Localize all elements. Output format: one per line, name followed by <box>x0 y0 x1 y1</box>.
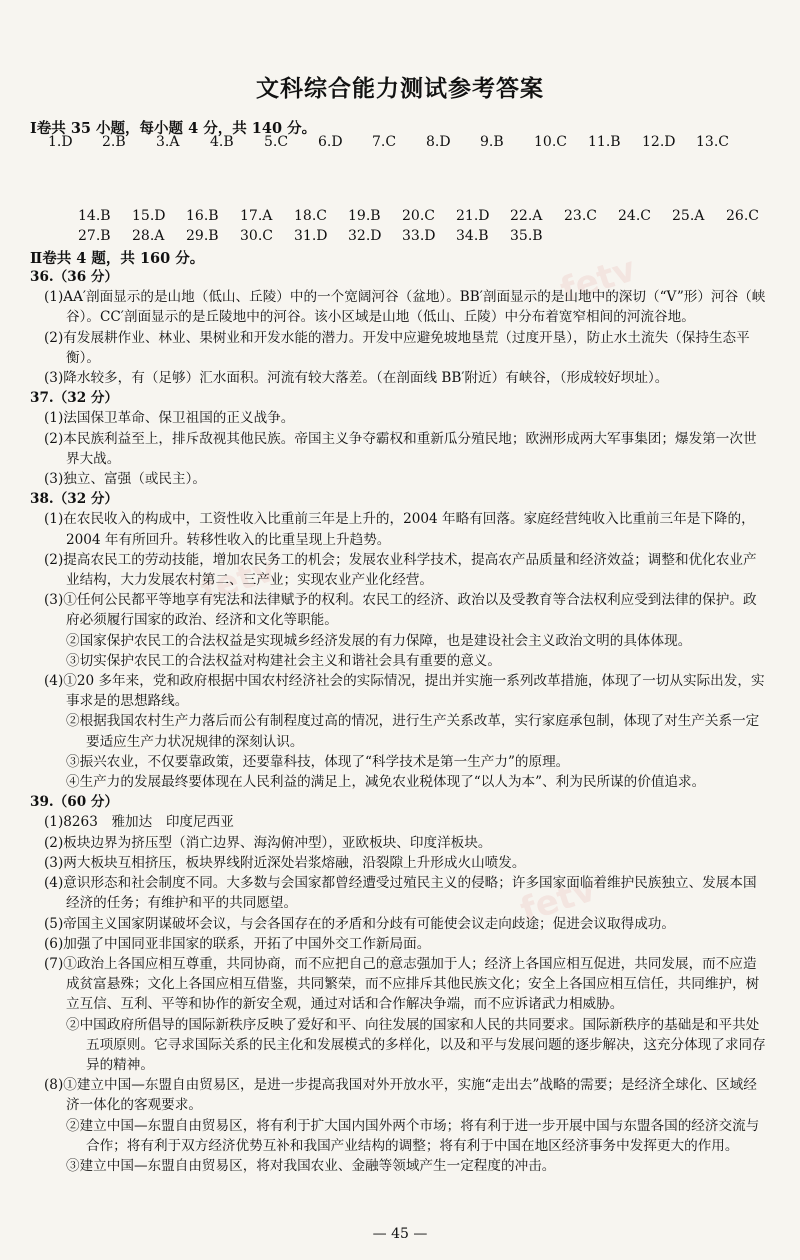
question-38-header: 38.（32 分） <box>30 491 119 508</box>
answer: 10.C <box>534 134 567 150</box>
page-title: 文科综合能力测试参考答案 <box>256 76 544 102</box>
answer: 8.D <box>426 134 451 150</box>
answer: 5.C <box>264 134 289 150</box>
answer-38-4-1: (4)①20 多年来，党和政府根据中国农村经济社会的实际情况，提出并实施一系列改革措施，体现了一切从实际出发，实事求是的思想路线。 <box>44 673 765 710</box>
watermark: fetv <box>195 549 281 611</box>
answer-36-1: (1)AA′剖面显示的是山地（低山、丘陵）中的一个宽阔河谷（盆地）。BB′剖面显示的是山地中的深切（“V”形）河谷（峡谷）。CC′剖面显示的是丘陵地中的河谷。该小区域是山地（低山、丘陵）中分布着宽窄相间的河流谷地。 <box>44 289 766 326</box>
answer-39-7-1: (7)①政治上各国应相互尊重，共同协商，而不应把自己的意志强加于人；经济上各国应相互促进，共同发展，而不应造成贫富悬殊；文化上各国应相互借鉴，共同繁荣，而不应排斥其他民族文化；安全上各国应相互信任，共同维护，树立互信、互利、平等和协作的新安全观，通过对话和合作解决争端，而不应诉诸武力相威胁。 <box>44 955 760 1013</box>
answer-39-7-2: ②中国政府所倡导的国际新秩序反映了爱好和平、向往发展的国家和人民的共同要求。国际新秩序的基础是和平共处五项原则。它寻求国际关系的民主化和发展模式的多样化，以及和平与发展问题的逐步解决，这充分体现了求同存异的精神。 <box>66 1016 766 1073</box>
answer-38-1: (1)在农民收入的构成中，工资性收入比重前三年是上升的，2004 年略有回落。家庭经营纯收入比重前三年是下降的，2004 年有所回升。转移性收入的比重呈现上升趋势。 <box>44 511 755 548</box>
answer: 29.B <box>186 228 219 244</box>
answer: 14.B <box>78 208 111 224</box>
answer-content <box>30 267 770 1176</box>
answer-39-8-3: ③建立中国—东盟自由贸易区，将对我国农业、金融等领域产生一定程度的冲击。 <box>66 1157 556 1174</box>
answer: 24.C <box>618 208 651 224</box>
answer-38-3-2: ②国家保护农民工的合法权益是实现城乡经济发展的有力保障，也是建设社会主义政治文明的具体体现。 <box>66 632 692 649</box>
answer: 12.D <box>642 134 676 150</box>
answer: 20.C <box>402 208 435 224</box>
answer-39-8-1: (8)①建立中国—东盟自由贸易区，是进一步提高我国对外开放水平，实施“走出去”战略的需要；是经济全球化、区域经济一体化的客观要求。 <box>44 1077 757 1114</box>
answer: 13.C <box>696 134 729 150</box>
answer: 2.B <box>102 134 126 150</box>
answer-row-2 <box>78 208 780 224</box>
answer: 34.B <box>456 228 489 244</box>
question-36-header: 36.（36 分） <box>30 269 119 285</box>
answer: 35.B <box>510 228 543 244</box>
answer-36-3: (3)降水较多，有（足够）汇水面积。河流有较大落差。（在剖面线 BB′附近）有峡谷，（形成较好坝址）。 <box>44 370 669 387</box>
answer: 22.A <box>510 208 543 224</box>
question-39-header: 39.（60 分） <box>30 794 119 811</box>
answer: 23.C <box>564 208 597 224</box>
answer: 26.C <box>726 208 759 224</box>
answer: 31.D <box>294 228 328 244</box>
answer: 33.D <box>402 228 436 244</box>
answer-38-3-3: ③切实保护农民工的合法权益对构建社会主义和谐社会具有重要的意义。 <box>66 652 501 669</box>
answer: 18.C <box>294 208 327 224</box>
answer-38-3-1: (3)①任何公民都平等地享有宪法和法律赋予的权利。农民工的经济、政治以及受教育等合法权利应受到法律的保护。政府必须履行国家的政治、经济和文化等职能。 <box>44 592 757 629</box>
answer: 32.D <box>348 228 382 244</box>
question-37-header: 37.（32 分） <box>30 390 119 407</box>
answer-38-4-3: ③振兴农业，不仅要靠政策，还要靠科技，体现了“科学技术是第一生产力”的原理。 <box>66 753 570 770</box>
answer-39-8-2: ②建立中国—东盟自由贸易区，将有利于扩大国内国外两个市场；将有利于进一步开展中国与东盟各国的经济交流与合作；将有利于双方经济优势互补和我国产业结构的调整；将有利于中国在地区经济事务中发挥更大的作用。 <box>66 1117 760 1154</box>
answer: 17.A <box>240 208 273 224</box>
section-2-header: Ⅱ卷共 4 题，共 160 分。 <box>30 250 205 267</box>
answer: 11.B <box>588 134 621 150</box>
answer: 25.A <box>672 208 705 224</box>
answer-row-1 <box>48 134 750 150</box>
answer: 28.A <box>132 228 165 244</box>
answer-39-6: (6)加强了中国同亚非国家的联系，开拓了中国外交工作新局面。 <box>44 935 431 952</box>
answer: 27.B <box>78 228 111 244</box>
answer-row-3 <box>78 228 564 244</box>
answer: 9.B <box>480 134 504 150</box>
answer: 16.B <box>186 208 219 224</box>
answer-39-3: (3)两大板块互相挤压，板块界线附近深处岩浆熔融，沿裂隙上升形成火山喷发。 <box>44 854 526 871</box>
answer: 30.C <box>240 228 273 244</box>
answer: 6.D <box>318 134 343 150</box>
answer-38-4-2: ②根据我国农村生产力落后而公有制程度过高的情况，进行生产关系改革，实行家庭承包制，体现了对生产关系一定要适应生产力状况规律的深刻认识。 <box>66 713 760 750</box>
answer-38-2: (2)提高农民工的劳动技能，增加农民务工的机会；发展农业科学技术，提高农产品质量和经济效益；调整和优化农业产业结构，大力发展农村第二、三产业；实现农业产业化经营。 <box>44 551 757 589</box>
section-1-header: Ⅰ卷共 35 小题，每小题 4 分，共 140 分。 <box>30 120 317 137</box>
watermark: fetv <box>515 869 601 931</box>
answer: 21.D <box>456 208 490 224</box>
answer: 7.C <box>372 134 397 150</box>
answer: 3.A <box>156 134 180 150</box>
answer-37-1: (1)法国保卫革命、保卫祖国的正义战争。 <box>44 410 295 427</box>
answer: 4.B <box>210 134 234 150</box>
answer-37-3: (3)独立、富强（或民主）。 <box>44 471 206 488</box>
answer: 19.B <box>348 208 381 224</box>
page-number: — 45 — <box>372 1226 428 1242</box>
answer-39-5: (5)帝国主义国家阴谋破坏会议，与会各国存在的矛盾和分歧有可能使会议走向歧途；促进会议取得成功。 <box>44 915 675 932</box>
answer-39-4: (4)意识形态和社会制度不同。大多数与会国家都曾经遭受过殖民主义的侵略；许多国家面临着维护民族独立、发展本国经济的任务；有维护和平的共同愿望。 <box>44 875 757 912</box>
answer-38-4-4: ④生产力的发展最终要体现在人民利益的满足上，减免农业税体现了“以人为本”、利为民所谋的价值追求。 <box>66 774 706 791</box>
answer: 15.D <box>132 208 166 224</box>
answer-39-2: (2)板块边界为挤压型（消亡边界、海沟俯冲型），亚欧板块、印度洋板块。 <box>44 834 492 851</box>
answer: 1.D <box>48 134 73 150</box>
answer-36-2: (2)有发展耕作业、林业、果树业和开发水能的潜力。开发中应避免坡地垦荒（过度开垦），防止水土流失（保持生态平衡）。 <box>44 329 750 366</box>
watermark: fetv <box>555 249 641 311</box>
answer-39-0: (1)8263 雅加达 印度尼西亚 <box>44 814 234 831</box>
answer-37-2: (2)本民族利益至上，排斥敌视其他民族。帝国主义争夺霸权和重新瓜分殖民地；欧洲形成两大军事集团；爆发第一次世界大战。 <box>44 430 757 467</box>
